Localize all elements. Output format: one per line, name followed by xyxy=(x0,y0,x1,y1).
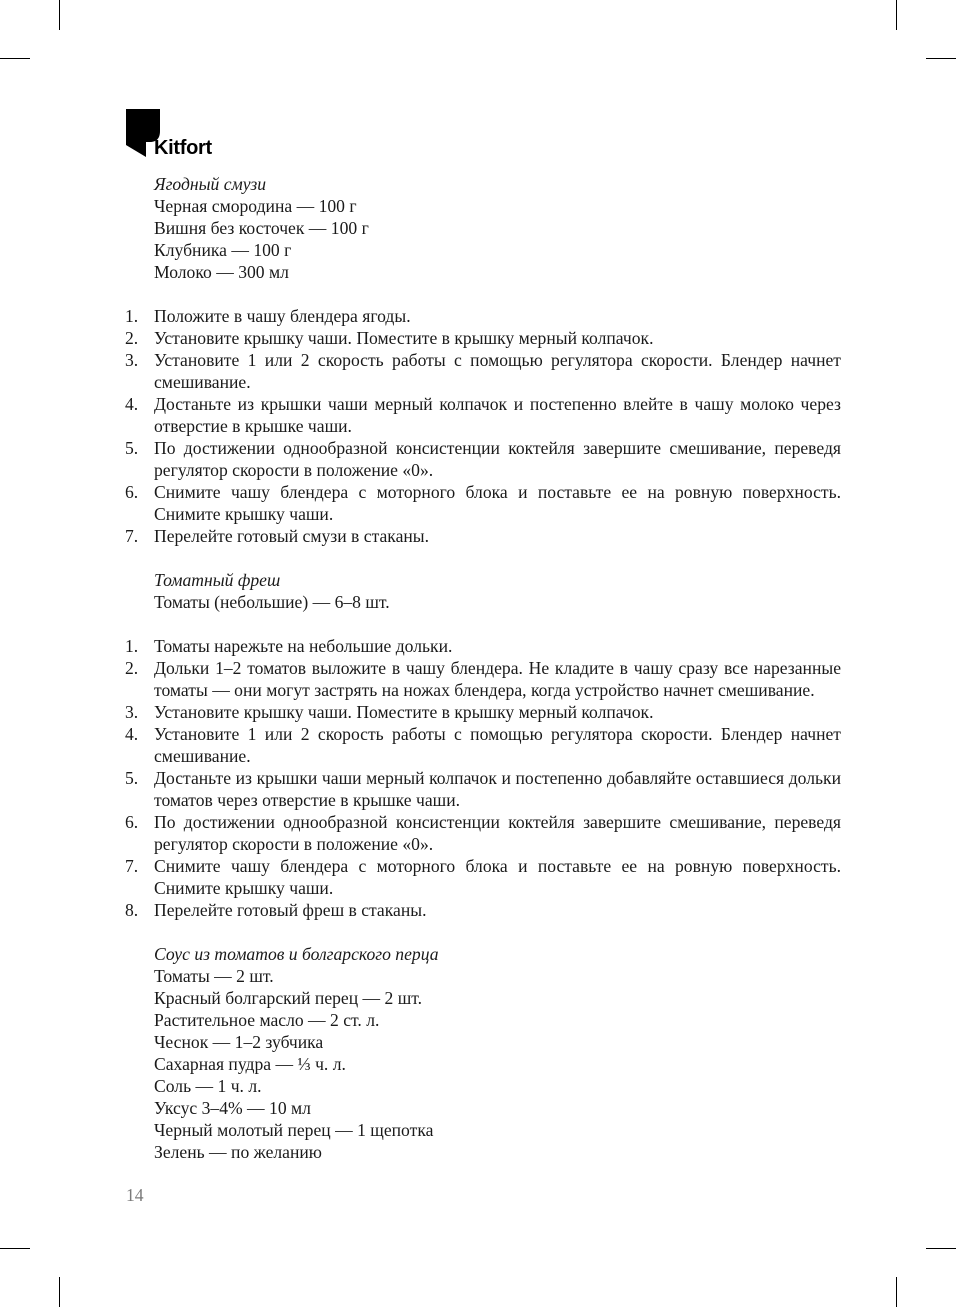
step-item xyxy=(125,305,841,327)
step-text: Снимите чашу блендера с моторного блока и поставьте ее на ровную поверхность. Снимите крышку чаши. xyxy=(154,856,841,898)
crop-mark xyxy=(896,1277,897,1307)
ingredient-item: Красный болгарский перец — 2 шт. xyxy=(154,988,423,1008)
step-item xyxy=(125,899,841,921)
step-number: 4. xyxy=(125,394,139,414)
step-number: 7. xyxy=(125,856,139,876)
recipe-content xyxy=(125,173,841,1163)
step-item xyxy=(125,767,841,811)
ingredient-list xyxy=(125,195,841,283)
ingredient-item: Уксус 3–4% — 10 мл xyxy=(154,1098,311,1118)
brand-logo xyxy=(126,109,236,159)
step-item xyxy=(125,437,841,481)
crop-mark xyxy=(926,1248,956,1249)
step-text: Дольки 1–2 томатов выложите в чашу блендера. Не кладите в чашу сразу все нарезанные томаты — они могут застрять на ножах блендера, когда устройство начнет смешивание. xyxy=(154,658,841,700)
step-item xyxy=(125,723,841,767)
ingredient-list xyxy=(125,965,841,1163)
ingredient-list xyxy=(125,591,841,613)
step-item xyxy=(125,635,841,657)
step-text: Томаты нарежьте на небольшие дольки. xyxy=(154,636,453,656)
step-item xyxy=(125,525,841,547)
ingredient-item: Чеснок — 1–2 зубчика xyxy=(154,1032,324,1052)
step-number: 2. xyxy=(125,658,139,678)
step-number: 1. xyxy=(125,306,139,326)
ingredient-item: Томаты — 2 шт. xyxy=(154,966,274,986)
ingredient-item: Томаты (небольшие) — 6–8 шт. xyxy=(154,592,390,612)
brand-name: Kitfort xyxy=(154,137,212,159)
step-item xyxy=(125,393,841,437)
ingredient-item: Клубника — 100 г xyxy=(154,240,292,260)
step-text: По достижении однообразной консистенции коктейля завершите смешивание, переведя регулятор скорости в положение «0». xyxy=(154,812,841,854)
ingredient-item: Соль — 1 ч. л. xyxy=(154,1076,262,1096)
ingredient-item: Сахарная пудра — ⅓ ч. л. xyxy=(154,1054,346,1074)
step-text: Перелейте готовый смузи в стаканы. xyxy=(154,526,430,546)
ingredient-item: Черный молотый перец — 1 щепотка xyxy=(154,1120,434,1140)
step-number: 7. xyxy=(125,526,139,546)
crop-mark xyxy=(926,58,956,59)
step-item xyxy=(125,349,841,393)
ingredient-item: Молоко — 300 мл xyxy=(154,262,289,282)
step-item xyxy=(125,701,841,723)
step-text: Снимите чашу блендера с моторного блока и поставьте ее на ровную поверхность. Снимите крышку чаши. xyxy=(154,482,841,524)
crop-mark xyxy=(59,0,60,30)
page-number: 14 xyxy=(126,1185,144,1205)
step-number: 3. xyxy=(125,350,139,370)
step-item xyxy=(125,327,841,349)
step-text: Положите в чашу блендера ягоды. xyxy=(154,306,411,326)
step-text: Установите крышку чаши. Поместите в крышку мерный колпачок. xyxy=(154,328,654,348)
recipe-title: Ягодный смузи xyxy=(154,174,267,194)
step-text: Достаньте из крышки чаши мерный колпачок и постепенно добавляйте оставшиеся дольки томатов через отверстие в крышке чаши. xyxy=(154,768,841,810)
step-text: Установите крышку чаши. Поместите в крышку мерный колпачок. xyxy=(154,702,654,722)
step-number: 6. xyxy=(125,812,139,832)
step-number: 6. xyxy=(125,482,139,502)
step-number: 3. xyxy=(125,702,139,722)
step-text: Достаньте из крышки чаши мерный колпачок и постепенно влейте в чашу молоко через отверстие в крышке чаши. xyxy=(154,394,841,436)
crop-mark xyxy=(896,0,897,30)
step-item xyxy=(125,811,841,855)
step-list xyxy=(125,305,841,547)
step-item xyxy=(125,855,841,899)
step-item xyxy=(125,657,841,701)
step-number: 5. xyxy=(125,768,139,788)
step-number: 8. xyxy=(125,900,139,920)
recipe-title: Томатный фреш xyxy=(154,570,281,590)
step-number: 2. xyxy=(125,328,139,348)
step-text: По достижении однообразной консистенции коктейля завершите смешивание, переведя регулятор скорости в положение «0». xyxy=(154,438,841,480)
ingredient-item: Растительное масло — 2 ст. л. xyxy=(154,1010,380,1030)
ingredient-item: Вишня без косточек — 100 г xyxy=(154,218,369,238)
step-number: 1. xyxy=(125,636,139,656)
recipe-title: Соус из томатов и болгарского перца xyxy=(154,944,439,964)
step-list xyxy=(125,635,841,921)
crop-mark xyxy=(59,1277,60,1307)
step-text: Перелейте готовый фреш в стаканы. xyxy=(154,900,427,920)
step-number: 5. xyxy=(125,438,139,458)
crop-mark xyxy=(0,1248,30,1249)
step-text: Установите 1 или 2 скорость работы с помощью регулятора скорости. Блендер начнет смешивание. xyxy=(154,350,841,392)
step-number: 4. xyxy=(125,724,139,744)
crop-mark xyxy=(0,58,30,59)
ingredient-item: Зелень — по желанию xyxy=(154,1142,322,1162)
step-text: Установите 1 или 2 скорость работы с помощью регулятора скорости. Блендер начнет смешивание. xyxy=(154,724,841,766)
ingredient-item: Черная смородина — 100 г xyxy=(154,196,357,216)
step-item xyxy=(125,481,841,525)
